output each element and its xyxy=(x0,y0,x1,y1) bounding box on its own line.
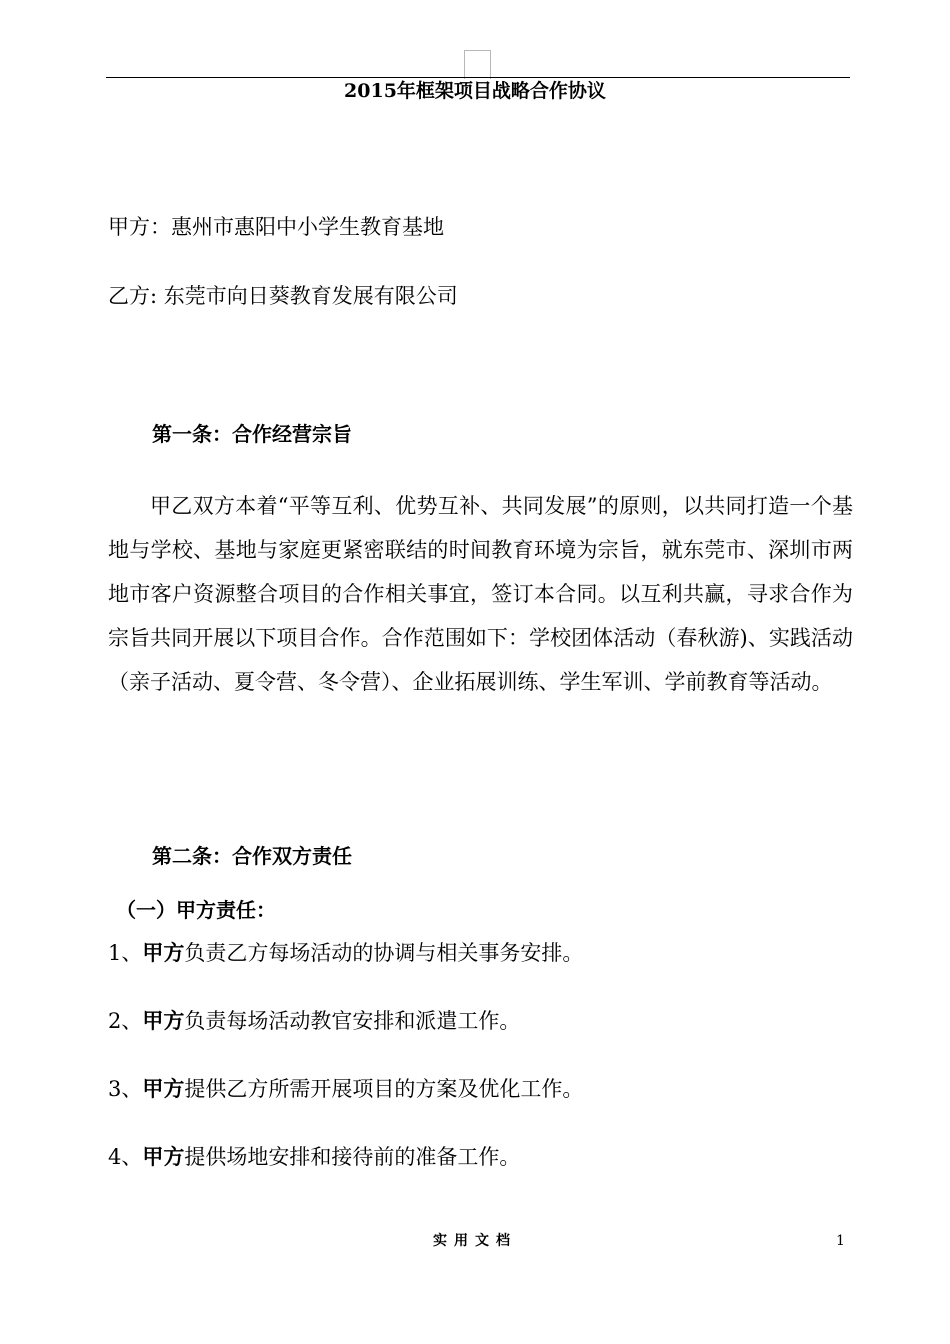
duty-party: 甲方 xyxy=(142,1076,185,1101)
page-number: 1 xyxy=(836,1233,845,1249)
duty-number: 2、 xyxy=(108,1009,143,1033)
article-2-heading: 第二条：合作双方责任 xyxy=(152,844,352,868)
duty-text: 提供场地安排和接待前的准备工作。 xyxy=(184,1145,521,1169)
duty-party: 甲方 xyxy=(142,1008,185,1033)
duty-number: 3、 xyxy=(108,1077,143,1101)
duty-text: 负责每场活动教官安排和派遣工作。 xyxy=(184,1009,521,1033)
header-box xyxy=(464,50,491,79)
duty-party: 甲方 xyxy=(142,940,185,965)
document-title: 2015年框架项目战略合作协议 xyxy=(344,80,606,102)
party-a: 甲方：惠州市惠阳中小学生教育基地 xyxy=(108,215,444,239)
duty-item xyxy=(108,1143,520,1171)
duty-item xyxy=(108,1075,583,1103)
duty-item xyxy=(108,1007,520,1035)
duty-party: 甲方 xyxy=(142,1144,185,1169)
party-b: 乙方: 东莞市向日葵教育发展有限公司 xyxy=(108,284,458,308)
duty-item xyxy=(108,939,583,967)
footer-label: 实用文档 xyxy=(433,1233,517,1249)
duty-number: 1、 xyxy=(108,941,143,965)
article-1-heading: 第一条：合作经营宗旨 xyxy=(152,422,352,446)
duty-number: 4、 xyxy=(108,1145,143,1169)
party-a-duties-heading: （一）甲方责任： xyxy=(116,898,276,922)
article-1-body: 甲乙双方本着“平等互利、优势互补、共同发展”的原则，以共同打造一个基地与学校、基地与家庭更紧密联结的时间教育环境为宗旨，就东莞市、深圳市两地市客户资源整合项目的合作相关事宜，签订本合同。以互利共赢，寻求合作为宗旨共同开展以下项目合作。合作范围如下：学校团体活动（春秋游)、实践活动（亲子活动、夏令营、冬令营）、企业拓展训练、学生军训、学前教育等活动。 xyxy=(108,494,853,694)
duty-text: 负责乙方每场活动的协调与相关事务安排。 xyxy=(184,941,584,965)
duty-text: 提供乙方所需开展项目的方案及优化工作。 xyxy=(184,1077,584,1101)
